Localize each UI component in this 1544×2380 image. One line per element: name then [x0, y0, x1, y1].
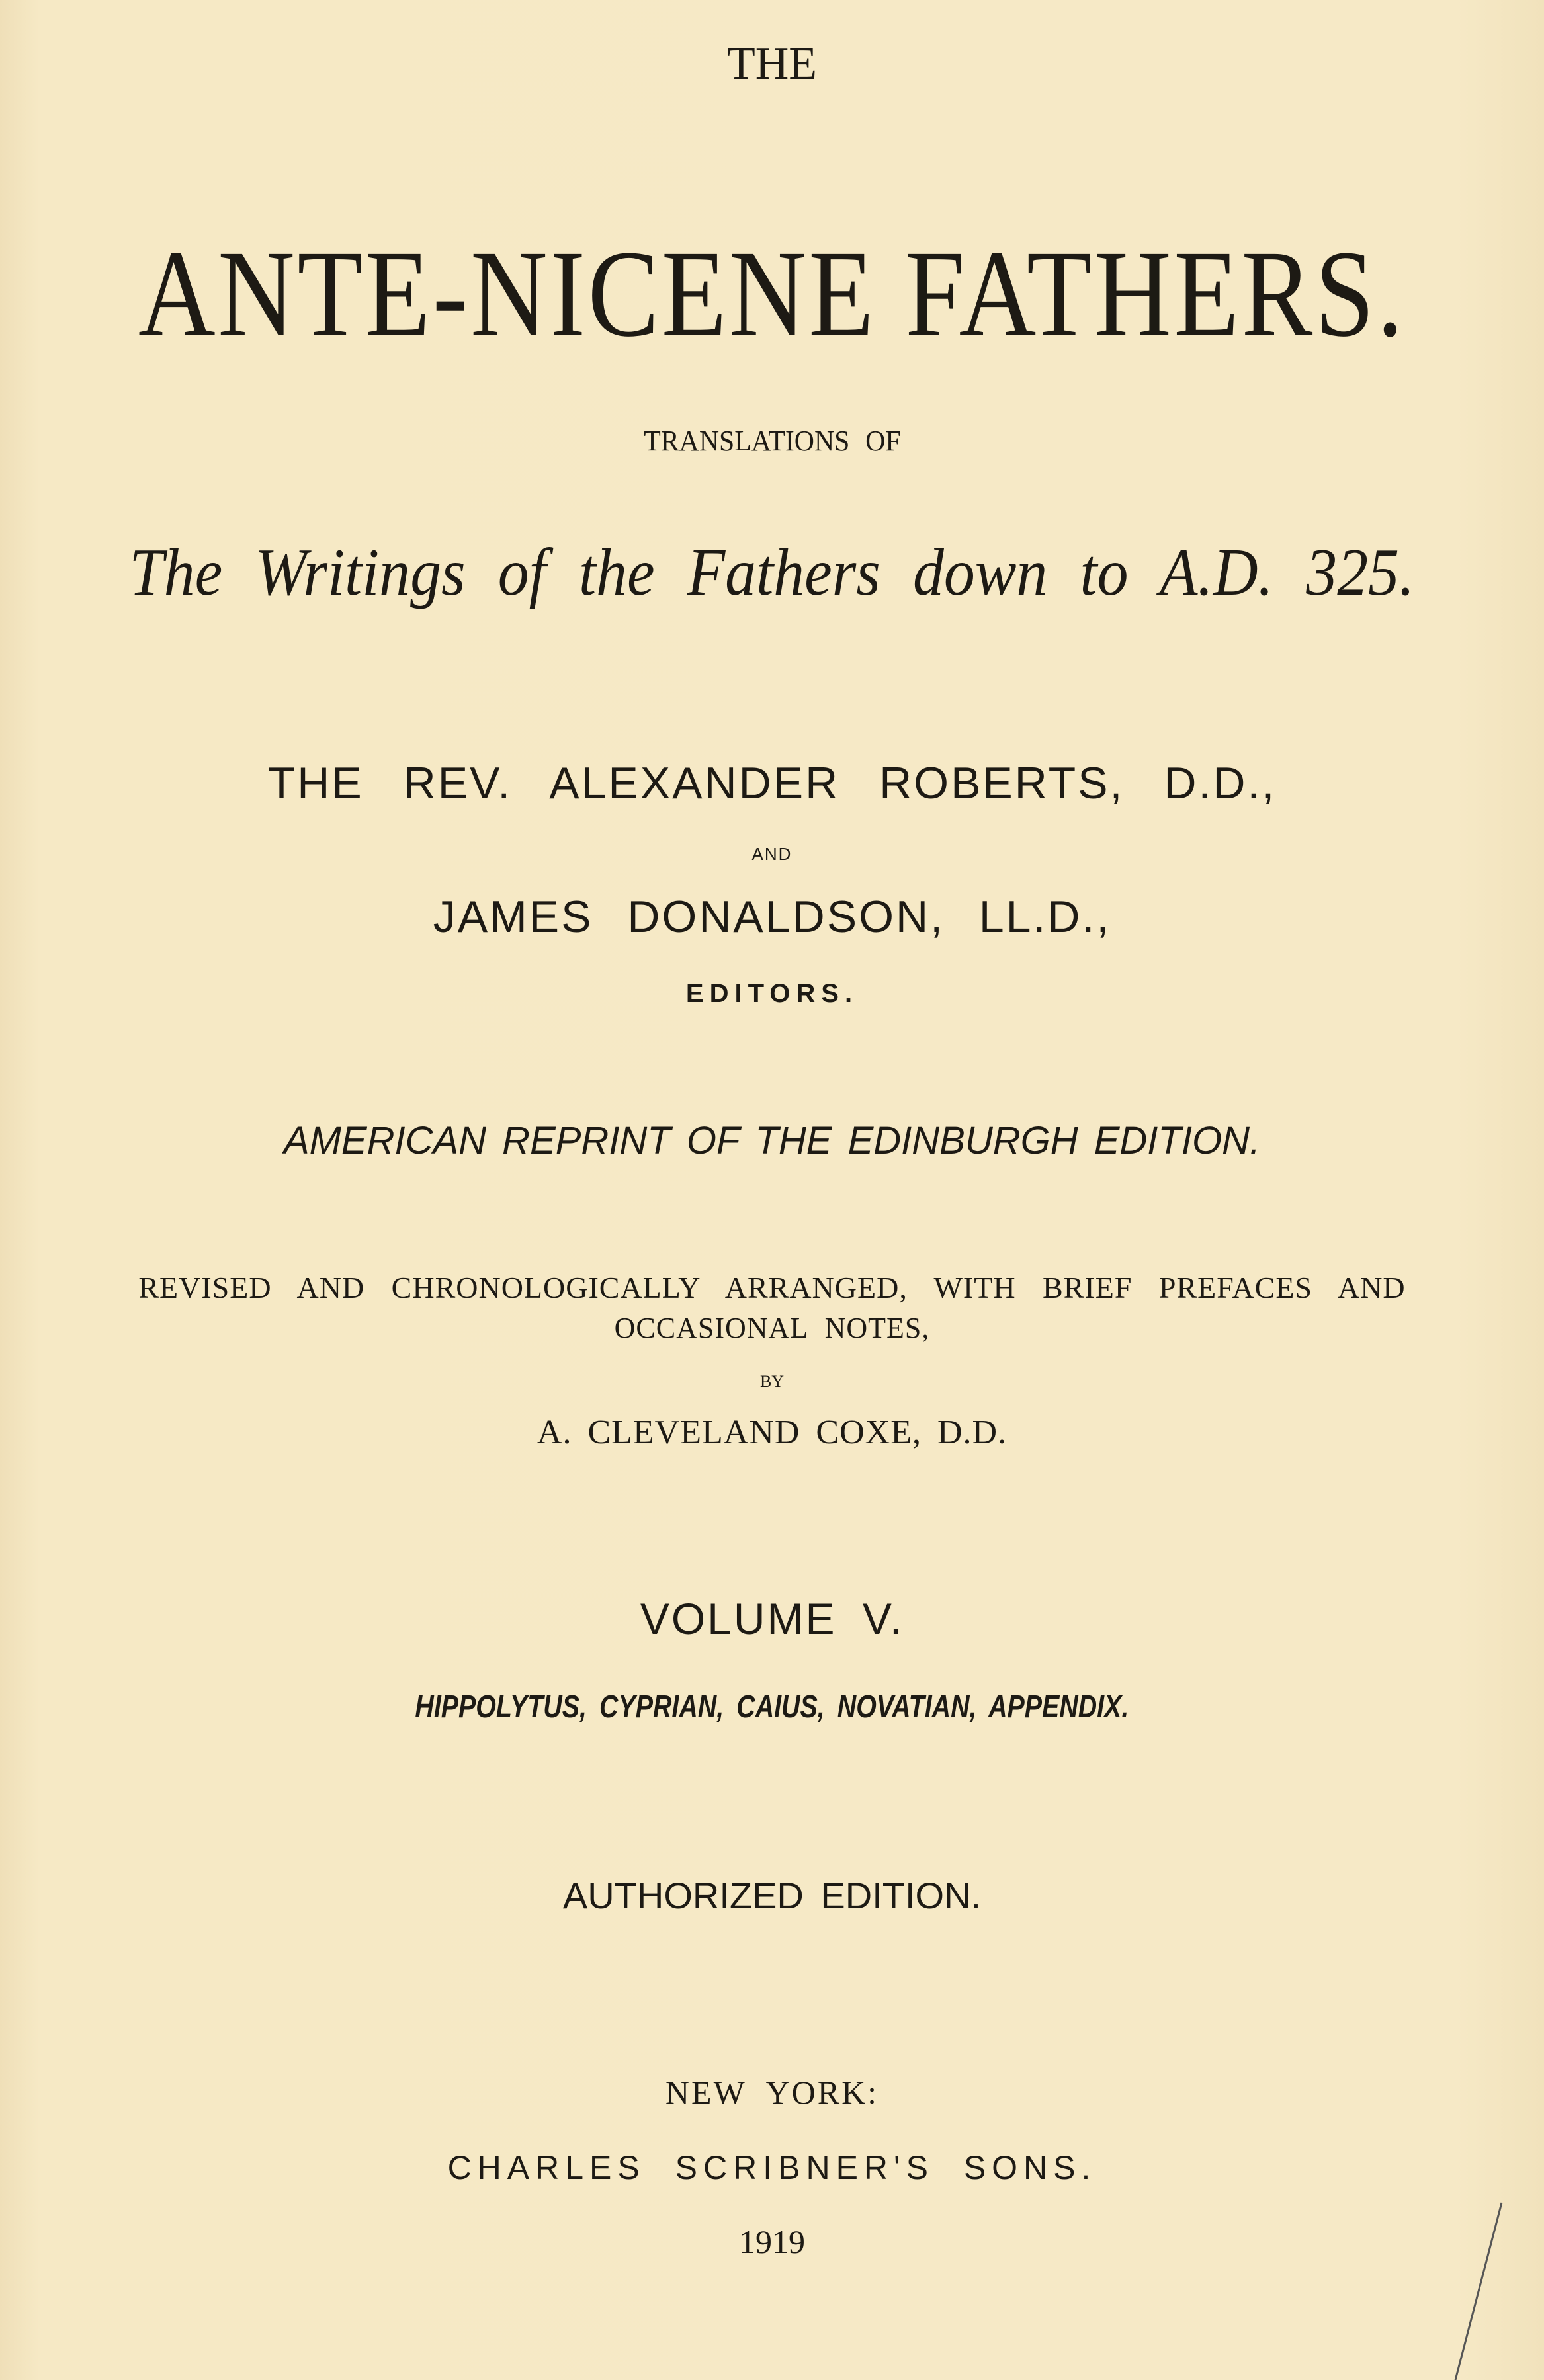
publication-place-text: NEW YORK: — [665, 2074, 879, 2111]
revised-line-2 — [0, 1314, 1544, 1343]
title-article — [0, 38, 1544, 89]
volume-contents — [0, 1691, 1544, 1723]
editors-label — [0, 980, 1544, 1007]
authorized-edition — [0, 1877, 1544, 1914]
and-text: AND — [751, 844, 793, 864]
volume-number-text: VOLUME V. — [640, 1594, 904, 1643]
publication-year-text: 1919 — [739, 2223, 805, 2260]
translations-of-text: TRANSLATIONS OF — [643, 425, 901, 457]
reprint-note — [0, 1119, 1544, 1162]
and-conjunction — [0, 845, 1544, 863]
by-label — [0, 1373, 1544, 1390]
editors-label-text: EDITORS. — [685, 979, 859, 1008]
revised-line-1 — [0, 1273, 1544, 1303]
book-title — [0, 224, 1544, 362]
reviser-name-text: A. CLEVELAND COXE, D.D. — [536, 1414, 1008, 1451]
publication-place — [0, 2076, 1544, 2109]
subtitle-text: The Writings of the Fathers down to A.D. 325. — [129, 535, 1415, 610]
by-text: BY — [759, 1372, 785, 1391]
authorized-edition-text: AUTHORIZED EDITION. — [562, 1875, 982, 1916]
title-article-text: THE — [726, 38, 818, 89]
reviser-name — [0, 1416, 1544, 1450]
editor-roberts-text: THE REV. ALEXANDER ROBERTS, D.D., — [267, 758, 1277, 808]
volume-number — [0, 1594, 1544, 1643]
book-title-text: ANTE-NICENE FATHERS. — [138, 224, 1406, 362]
volume-contents-text: HIPPOLYTUS, CYPRIAN, CAIUS, NOVATIAN, APPENDIX. — [415, 1689, 1129, 1724]
editor-donaldson — [0, 892, 1544, 942]
translations-of — [0, 427, 1544, 456]
publisher-text: CHARLES SCRIBNER'S SONS. — [447, 2149, 1097, 2186]
reprint-note-text: AMERICAN REPRINT OF THE EDINBURGH EDITION. — [283, 1119, 1261, 1162]
editor-roberts — [0, 758, 1544, 808]
revised-line-2-text: OCCASIONAL NOTES, — [614, 1312, 930, 1344]
publisher — [0, 2151, 1544, 2184]
publication-year — [0, 2225, 1544, 2258]
revised-line-1-text: REVISED AND CHRONOLOGICALLY ARRANGED, WITH BRIEF PREFACES AND — [138, 1271, 1406, 1304]
subtitle — [0, 535, 1544, 610]
editor-donaldson-text: JAMES DONALDSON, LL.D., — [433, 892, 1111, 942]
